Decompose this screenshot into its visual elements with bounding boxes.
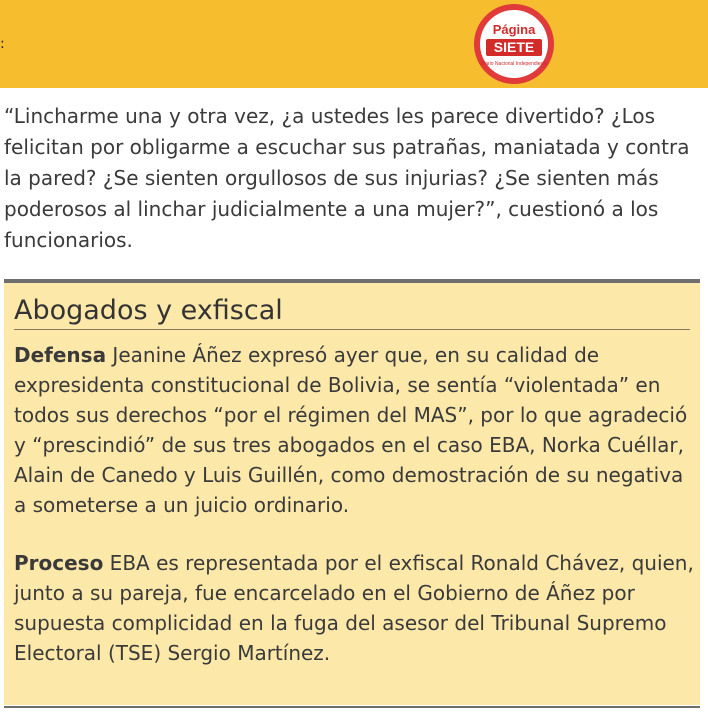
sidebar-info-box xyxy=(4,279,700,705)
box-title: Abogados y exfiscal xyxy=(14,293,690,330)
logo-inner xyxy=(480,10,548,78)
box-bottom-divider xyxy=(4,706,700,708)
site-header xyxy=(0,0,708,88)
logo-tagline: Diario Nacional Independiente xyxy=(480,61,548,67)
box-paragraph-proceso xyxy=(14,548,694,668)
paragraph-text: EBA es representada por el exfiscal Ronald Chávez, quien, junto a su pareja, fue encarcelado en el Gobierno de Áñez por supuesta complicidad en la fuga del asesor del Tribunal Supremo Electoral (TSE) Sergio Martínez. xyxy=(14,551,694,665)
menu-icon[interactable]: : xyxy=(0,36,5,52)
paragraph-text: Jeanine Áñez expresó ayer que, en su calidad de expresidenta constitucional de Bolivia, se sentía “violentada” en todos sus derechos “por el régimen del MAS”, por lo que agradeció y “prescindió” de sus tres abogados en el caso EBA, Norka Cuéllar, Alain de Canedo y Luis Guillén, como demostración de su negativa a someterse a un juicio ordinario. xyxy=(14,343,688,517)
logo-wordmark-bottom: SIETE xyxy=(486,39,542,56)
logo-wordmark-top: Página xyxy=(492,22,536,37)
paragraph-lead: Proceso xyxy=(14,551,104,575)
pagina-siete-logo[interactable] xyxy=(474,4,554,84)
article-quote-paragraph: “Lincharme una y otra vez, ¿a ustedes les parece divertido? ¿Los felicitan por obligarme a escuchar sus patrañas, maniatada y contra la pared? ¿Se sienten orgullosos de sus injurias? ¿Se sienten más poderosos al linchar judicialmente a una mujer?”, cuestionó a los funcionarios. xyxy=(4,104,690,252)
paragraph-lead: Defensa xyxy=(14,343,107,367)
box-paragraph-defensa xyxy=(14,340,694,520)
